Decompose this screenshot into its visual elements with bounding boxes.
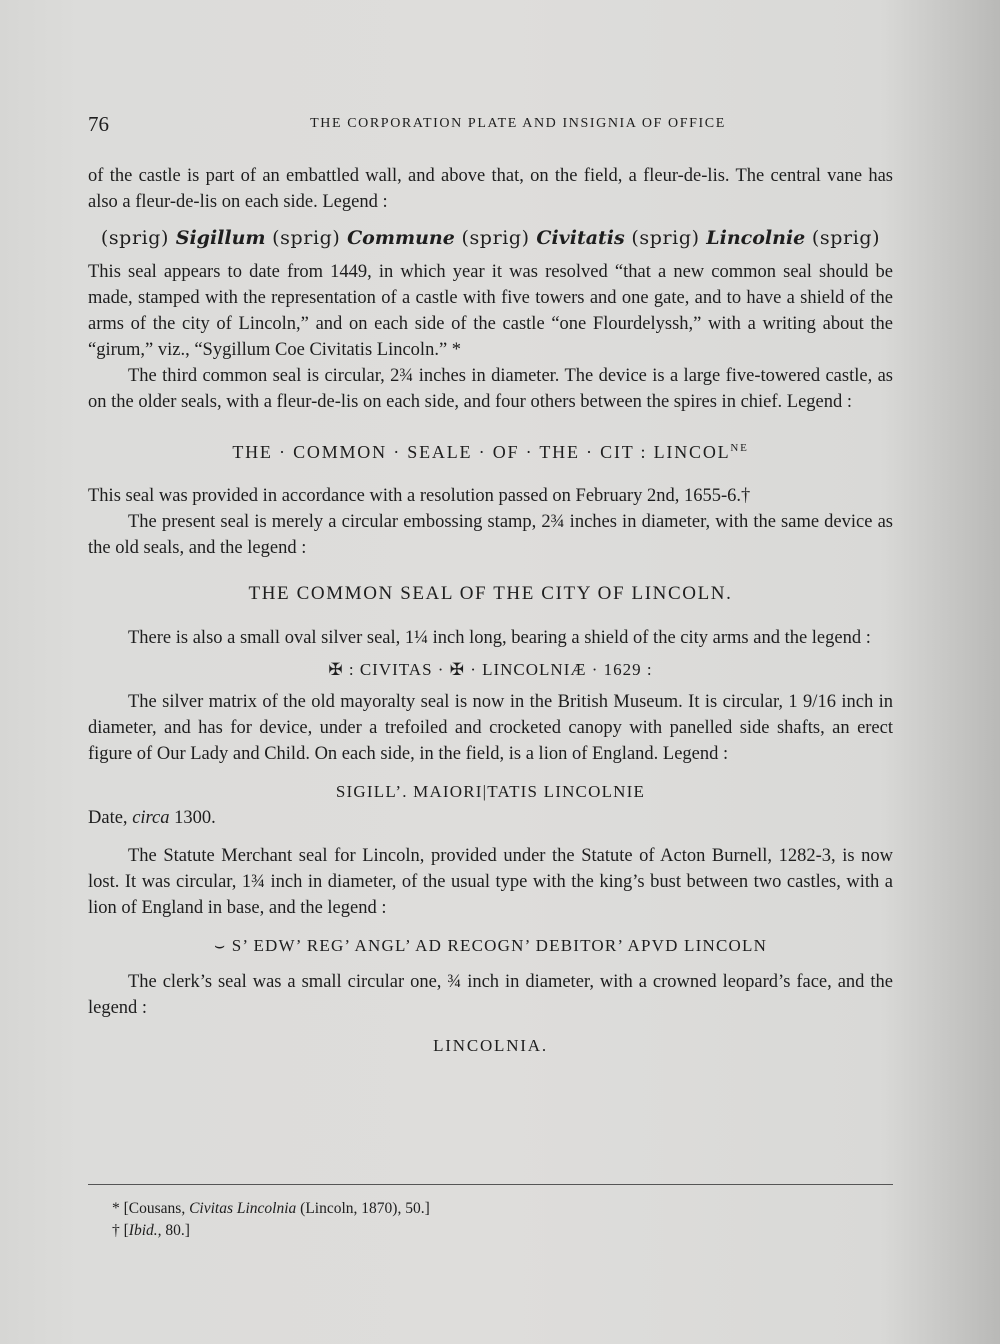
page-header (88, 112, 888, 142)
sprig-label: (sprig) (461, 227, 530, 249)
legend-word-lincolnie: Lincolnie (706, 227, 806, 249)
footnote-2-rest: 80.] (165, 1222, 190, 1239)
sprig-label: (sprig) (272, 227, 341, 249)
legend-word-civitatis: Civitatis (536, 227, 625, 249)
date-line (88, 805, 893, 831)
paragraph-castle-description: of the castle is part of an embattled wall, and above that, on the field, a fleur-de-lis. The central vane has also a fleur-de-lis on each side. Legend : (88, 166, 893, 212)
legend-common-seal-city: THE COMMON SEAL OF THE CITY OF LINCOLN. (248, 583, 733, 604)
paragraph-present-seal: The present seal is merely a circular embossing stamp, 2¾ inches in diameter, with the same device as the old seals, and the legend : (88, 512, 893, 558)
paragraph-resolution-1655: This seal was provided in accordance with a resolution passed on February 2nd, 1655-6.† (88, 486, 751, 506)
sprig-label: (sprig) (100, 227, 170, 249)
legend-text: THE · COMMON · SEALE · OF · THE · CIT : LINCOL (232, 442, 731, 462)
page-number: 76 (88, 112, 109, 136)
paragraph-clerk-seal: The clerk’s seal was a small circular one, ¾ inch in diameter, with a crowned leopard’s face, and the legend : (88, 972, 893, 1018)
date-year: 1300. (174, 808, 216, 828)
legend-sigill-maioritatis: SIGILL’. MAIORI|TATIS LINCOLNIE (335, 782, 646, 801)
footnote-rule (88, 1184, 893, 1185)
running-head: THE CORPORATION PLATE AND INSIGNIA OF OFFICE (310, 116, 726, 131)
paragraph-oval-silver-seal: There is also a small oval silver seal, 1¼ inch long, bearing a shield of the city arms and the legend : (128, 628, 871, 648)
sprig-label: (sprig) (811, 227, 881, 249)
footnote-1-rest: (Lincoln, 1870), 50.] (300, 1200, 430, 1217)
legend-civitas-1629: ✠ : CIVITAS · ✠ · LINCOLNIÆ · 1629 : (328, 660, 653, 679)
paragraph-statute-merchant: The Statute Merchant seal for Lincoln, provided under the Statute of Acton Burnell, 1282-3, is now lost. It was circular, 1¾ inch in diameter, of the usual type with the king’s bust between two castles, with a lion of England in base, and the legend : (88, 846, 893, 918)
footnote-1 (112, 1198, 712, 1220)
date-label: Date, (88, 808, 128, 828)
date-circa: circa (132, 808, 170, 828)
paragraph-mayoralty-seal: The silver matrix of the old mayoralty seal is now in the British Museum. It is circular, 1 9/16 inch in diameter, and has for device, under a trefoiled and crocketed canopy with panelled side shafts, an erect figure of Our Lady and Child. On each side, in the field, is a lion of England. Legend : (88, 692, 893, 764)
legend-blackletter (88, 225, 893, 251)
legend-lincolnia: LINCOLNIA. (433, 1036, 548, 1055)
footnote-1-mark: * [Cousans, (112, 1200, 186, 1217)
footnote-2-mark: † [ (112, 1222, 129, 1239)
sprig-label: (sprig) (631, 227, 700, 249)
footnote-1-title: Civitas Lincolnia (189, 1200, 297, 1217)
body-text (88, 163, 893, 1059)
footnote-2 (112, 1220, 712, 1242)
footnotes (112, 1198, 712, 1242)
legend-word-sigillum: Sigillum (175, 227, 266, 249)
footnote-2-ibid: Ibid., (128, 1222, 162, 1239)
paragraph-third-seal: The third common seal is circular, 2¾ inches in diameter. The device is a large five-towered castle, as on the older seals, with a fleur-de-lis on each side, and four others between the spires in chief. Legend : (88, 366, 893, 412)
legend-statute-merchant: ⌣ S’ EDW’ REG’ ANGL’ AD RECOGN’ DEBITOR’ APVD LINCOLN (213, 936, 768, 955)
paragraph-1449-seal: This seal appears to date from 1449, in which year it was resolved “that a new common seal should be made, stamped with the representation of a castle with five towers and one gate, and to have a shield of the arms of the city of Lincoln,” and on each side of the castle “one Flourdelyssh,” with a writing about the “girum,” viz., “Sygillum Coe Civitatis Lincoln.” * (88, 262, 893, 360)
legend-word-commune: Commune (347, 227, 455, 249)
legend-superscript: NE (730, 442, 749, 454)
legend-common-seale (88, 435, 893, 465)
